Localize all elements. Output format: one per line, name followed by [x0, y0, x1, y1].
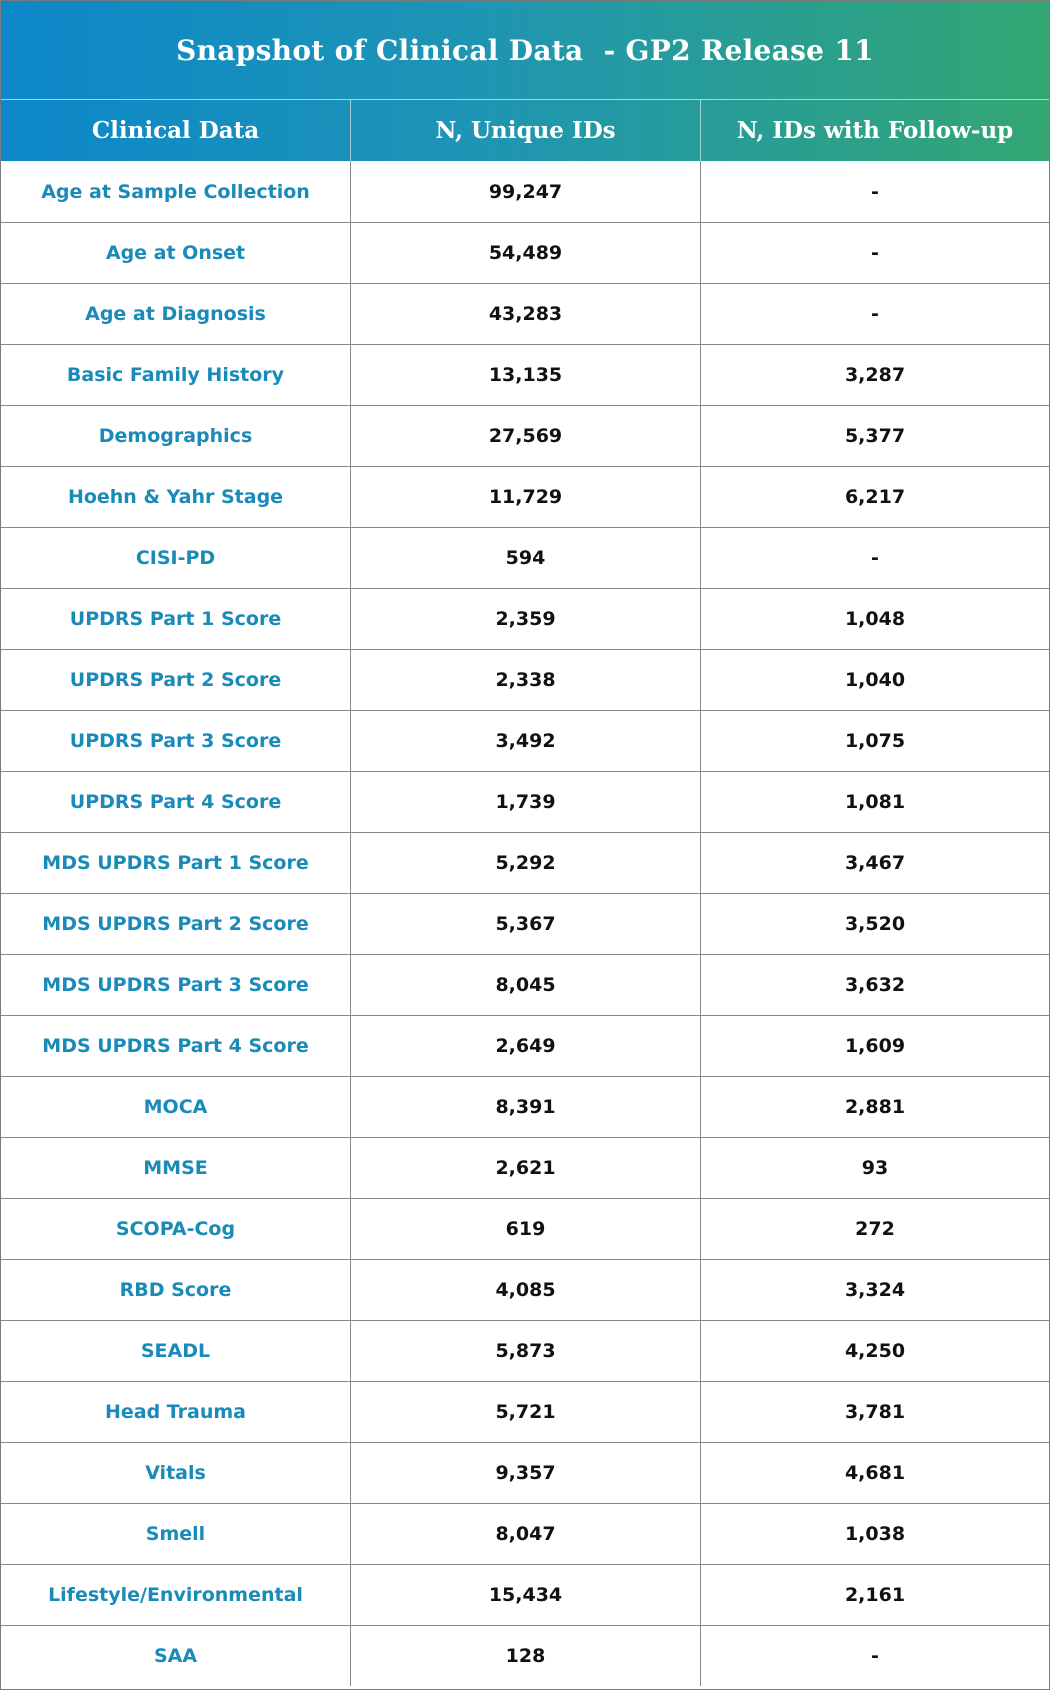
- followup-ids-value: 3,324: [700, 1260, 1049, 1320]
- table-row: [1, 1259, 1049, 1320]
- column-header-followup-ids: N, IDs with Follow-up: [700, 100, 1049, 161]
- unique-ids-value: 8,047: [350, 1504, 700, 1564]
- followup-ids-value: 4,250: [700, 1321, 1049, 1381]
- table-row: [1, 832, 1049, 893]
- unique-ids-value: 3,492: [350, 711, 700, 771]
- table-row: [1, 1198, 1049, 1259]
- clinical-data-label: UPDRS Part 2 Score: [69, 669, 282, 691]
- followup-ids-value: 1,609: [700, 1016, 1049, 1076]
- followup-ids-value: -: [700, 528, 1049, 588]
- table-row: [1, 161, 1049, 222]
- unique-ids-value: 43,283: [350, 284, 700, 344]
- clinical-data-label: SAA: [153, 1645, 198, 1667]
- table-row: [1, 588, 1049, 649]
- followup-ids-value: 1,081: [700, 772, 1049, 832]
- table-body: [1, 161, 1049, 1686]
- unique-ids-value: 9,357: [350, 1443, 700, 1503]
- table-row: [1, 222, 1049, 283]
- unique-ids-value: 99,247: [350, 161, 700, 222]
- unique-ids-value: 27,569: [350, 406, 700, 466]
- unique-ids-value: 128: [350, 1626, 700, 1686]
- clinical-data-label: MDS UPDRS Part 3 Score: [42, 974, 309, 996]
- unique-ids-value: 5,367: [350, 894, 700, 954]
- unique-ids-value: 5,721: [350, 1382, 700, 1442]
- followup-ids-value: -: [700, 161, 1049, 222]
- clinical-data-label: SCOPA-Cog: [115, 1218, 236, 1240]
- followup-ids-value: 1,040: [700, 650, 1049, 710]
- followup-ids-value: 93: [700, 1138, 1049, 1198]
- followup-ids-value: -: [700, 1626, 1049, 1686]
- clinical-data-label: MDS UPDRS Part 2 Score: [42, 913, 309, 935]
- clinical-data-label: Age at Diagnosis: [85, 303, 266, 325]
- followup-ids-value: 1,048: [700, 589, 1049, 649]
- unique-ids-value: 594: [350, 528, 700, 588]
- unique-ids-value: 2,649: [350, 1016, 700, 1076]
- column-header-clinical-data: Clinical Data: [91, 117, 260, 144]
- clinical-data-label: SEADL: [140, 1340, 211, 1362]
- table-title: Snapshot of Clinical Data - GP2 Release 11: [1, 1, 1049, 99]
- clinical-data-label: Age at Sample Collection: [41, 180, 310, 203]
- clinical-data-label: Demographics: [98, 425, 253, 447]
- unique-ids-value: 5,873: [350, 1321, 700, 1381]
- table-row: [1, 466, 1049, 527]
- unique-ids-value: 13,135: [350, 345, 700, 405]
- clinical-data-label: UPDRS Part 3 Score: [69, 730, 282, 752]
- clinical-data-label: MDS UPDRS Part 1 Score: [42, 852, 309, 874]
- clinical-data-label: UPDRS Part 4 Score: [69, 791, 282, 813]
- table-row: [1, 344, 1049, 405]
- followup-ids-value: -: [700, 223, 1049, 283]
- clinical-data-label: UPDRS Part 1 Score: [69, 608, 282, 630]
- table-row: [1, 954, 1049, 1015]
- table-row: [1, 1564, 1049, 1625]
- table-row: [1, 649, 1049, 710]
- clinical-data-label: Smell: [145, 1523, 206, 1545]
- followup-ids-value: 3,287: [700, 345, 1049, 405]
- unique-ids-value: 1,739: [350, 772, 700, 832]
- table-row: [1, 1625, 1049, 1686]
- table-row: [1, 1320, 1049, 1381]
- clinical-data-label: Lifestyle/Environmental: [48, 1584, 303, 1606]
- table-row: [1, 1381, 1049, 1442]
- unique-ids-value: 5,292: [350, 833, 700, 893]
- table-row: [1, 1442, 1049, 1503]
- followup-ids-value: 2,161: [700, 1565, 1049, 1625]
- table-row: [1, 771, 1049, 832]
- clinical-data-label: Vitals: [145, 1462, 206, 1484]
- table-row: [1, 893, 1049, 954]
- clinical-data-label: MOCA: [143, 1096, 208, 1118]
- unique-ids-value: 2,621: [350, 1138, 700, 1198]
- table-row: [1, 710, 1049, 771]
- followup-ids-value: 4,681: [700, 1443, 1049, 1503]
- column-header-unique-ids: N, Unique IDs: [350, 100, 700, 161]
- followup-ids-value: 3,781: [700, 1382, 1049, 1442]
- unique-ids-value: 8,045: [350, 955, 700, 1015]
- table-row: [1, 1137, 1049, 1198]
- followup-ids-value: 3,632: [700, 955, 1049, 1015]
- followup-ids-value: 6,217: [700, 467, 1049, 527]
- followup-ids-value: 5,377: [700, 406, 1049, 466]
- unique-ids-value: 619: [350, 1199, 700, 1259]
- followup-ids-value: 272: [700, 1199, 1049, 1259]
- followup-ids-value: 2,881: [700, 1077, 1049, 1137]
- table-row: [1, 1015, 1049, 1076]
- unique-ids-value: 4,085: [350, 1260, 700, 1320]
- table-row: [1, 1076, 1049, 1137]
- clinical-data-label: Basic Family History: [66, 364, 285, 386]
- clinical-data-label: Head Trauma: [104, 1401, 247, 1423]
- followup-ids-value: 1,075: [700, 711, 1049, 771]
- clinical-data-label: MDS UPDRS Part 4 Score: [42, 1035, 309, 1057]
- followup-ids-value: 3,520: [700, 894, 1049, 954]
- table-row: [1, 527, 1049, 588]
- table-row: [1, 283, 1049, 344]
- table-row: [1, 1503, 1049, 1564]
- unique-ids-value: 54,489: [350, 223, 700, 283]
- followup-ids-value: 3,467: [700, 833, 1049, 893]
- table-row: [1, 405, 1049, 466]
- unique-ids-value: 2,359: [350, 589, 700, 649]
- table-header-row: [1, 99, 1049, 161]
- clinical-data-label: Hoehn & Yahr Stage: [67, 486, 284, 508]
- unique-ids-value: 11,729: [350, 467, 700, 527]
- unique-ids-value: 2,338: [350, 650, 700, 710]
- clinical-data-label: MMSE: [143, 1157, 208, 1179]
- unique-ids-value: 8,391: [350, 1077, 700, 1137]
- unique-ids-value: 15,434: [350, 1565, 700, 1625]
- clinical-data-label: RBD Score: [119, 1279, 232, 1301]
- followup-ids-value: 1,038: [700, 1504, 1049, 1564]
- clinical-data-label: CISI-PD: [135, 547, 216, 569]
- clinical-data-label: Age at Onset: [105, 242, 246, 264]
- followup-ids-value: -: [700, 284, 1049, 344]
